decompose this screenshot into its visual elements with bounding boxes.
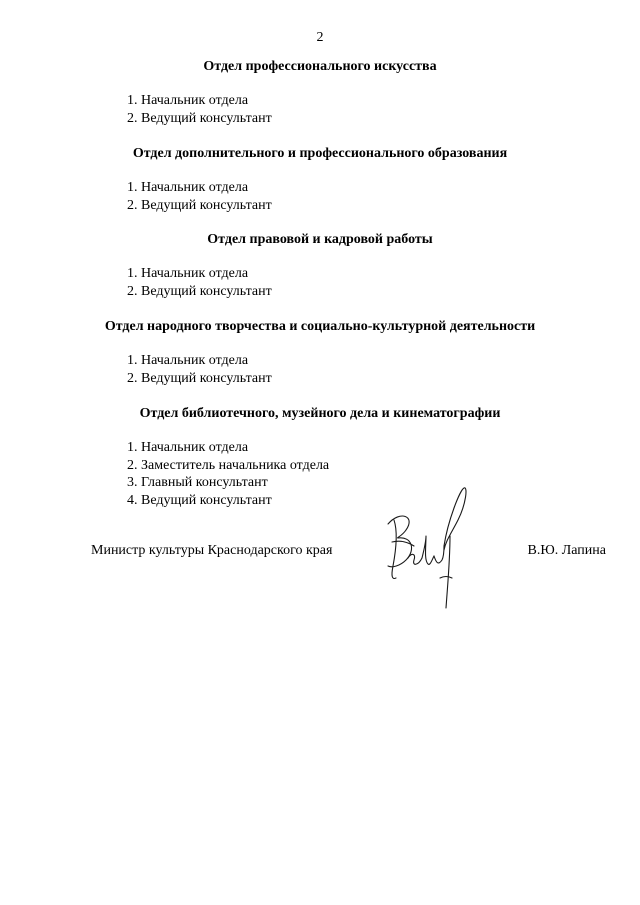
list-item: 4. Ведущий консультант <box>127 492 272 508</box>
section-legal-personnel <box>0 231 640 300</box>
list-item: 1. Начальник отдела <box>127 180 249 195</box>
position-list <box>0 265 640 300</box>
section-title: Отдел библиотечного, музейного дела и кинематографии <box>139 406 501 421</box>
section-additional-education <box>0 145 640 214</box>
list-item: 2. Ведущий консультант <box>127 283 272 299</box>
handwritten-signature <box>378 480 478 615</box>
section-title: Отдел правовой и кадровой работы <box>207 232 433 247</box>
section-title: Отдел профессионального искусства <box>203 59 437 74</box>
signature-block <box>0 543 640 563</box>
position-list <box>0 92 640 127</box>
list-item: 1. Начальник отдела <box>127 353 249 368</box>
page-number: 2 <box>316 30 324 45</box>
section-folk-art <box>0 318 640 387</box>
position-list <box>0 352 640 387</box>
signatory-title: Министр культуры Краснодарского края <box>91 543 333 558</box>
position-list <box>0 439 640 509</box>
list-item: 3. Главный консультант <box>127 475 268 490</box>
section-title: Отдел дополнительного и профессионального образования <box>132 146 508 161</box>
list-item: 1. Начальник отдела <box>127 440 249 455</box>
list-item: 1. Начальник отдела <box>127 93 249 108</box>
section-professional-art <box>0 58 640 127</box>
list-item: 2. Заместитель начальника отдела <box>127 457 330 473</box>
section-library-museum-cinema <box>0 405 640 509</box>
position-list <box>0 179 640 214</box>
list-item: 2. Ведущий консультант <box>127 370 272 386</box>
section-title: Отдел народного творчества и социально-культурной деятельности <box>104 319 536 334</box>
list-item: 2. Ведущий консультант <box>127 110 272 126</box>
list-item: 1. Начальник отдела <box>127 266 249 281</box>
list-item: 2. Ведущий консультант <box>127 197 272 213</box>
signatory-name: В.Ю. Лапина <box>527 543 606 558</box>
